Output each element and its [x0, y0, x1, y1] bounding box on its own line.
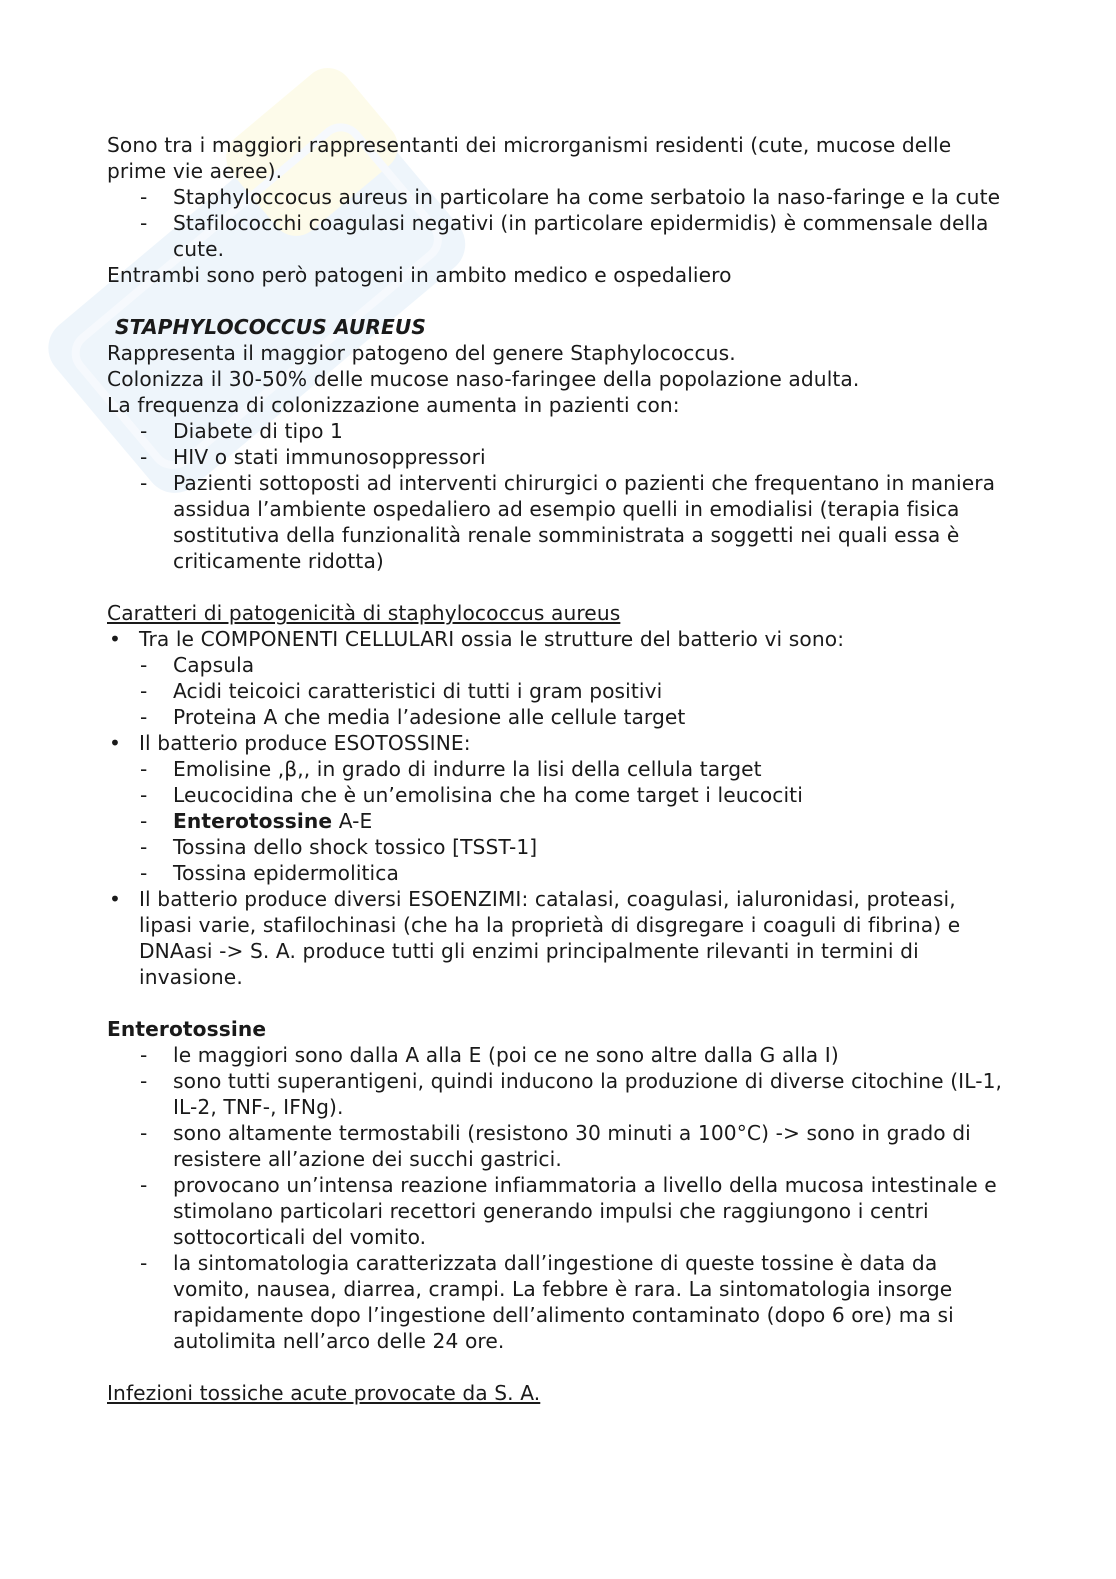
- list-item: - Capsula: [139, 652, 1012, 678]
- list-item: - HIV o stati immunosoppressori: [107, 444, 1012, 470]
- list-item: - Emolisine ,β,, in grado di indurre la lisi della cellula target: [139, 756, 1012, 782]
- list-item: - provocano un’intensa reazione infiammatoria a livello della mucosa intestinale e stimolano particolari recettori generando impulsi che raggiungono i centri sottocorticali del vomito.: [107, 1172, 1012, 1250]
- enterotossine-bold: Enterotossine: [173, 809, 333, 833]
- list-item: - Stafilococchi coagulasi negativi (in particolare epidermidis) è commensale della cute.: [107, 210, 1012, 262]
- list-item: - le maggiori sono dalla A alla E (poi ce ne sono altre dalla G alla I): [107, 1042, 1012, 1068]
- enterotossine-rest: A-E: [332, 809, 373, 833]
- list-item: - Tossina epidermolitica: [139, 860, 1012, 886]
- bullet-item: [107, 886, 1012, 990]
- paragraph-line: La frequenza di colonizzazione aumenta in pazienti con:: [107, 393, 680, 417]
- intro-conclusion: Entrambi sono però patogeni in ambito medico e ospedaliero: [107, 263, 732, 287]
- document-body: [107, 132, 1012, 1406]
- heading-infezioni: Infezioni tossiche acute provocate da S. A.: [107, 1381, 541, 1405]
- sub-list: [139, 652, 1012, 730]
- list-item: - Diabete di tipo 1: [107, 418, 1012, 444]
- bullet-item: [107, 730, 1012, 886]
- list-item: - Pazienti sottoposti ad interventi chirurgici o pazienti che frequentano in maniera assidua l’ambiente ospedaliero ad esempio quelli in emodialisi (terapia fisica sostitutiva della funzionalità renale somministrata a soggetti nei quali essa è criticamente ridotta): [107, 470, 1012, 574]
- risk-list: [107, 418, 1012, 574]
- list-item: - la sintomatologia caratterizzata dall’ingestione di queste tossine è data da vomito, nausea, diarrea, crampi. La febbre è rara. La sintomatologia insorge rapidamente dopo l’ingestione dell’alimento contaminato (dopo 6 ore) ma si autolimita nell’arco delle 24 ore.: [107, 1250, 1012, 1354]
- list-item: - Proteina A che media l’adesione alle cellule target: [139, 704, 1012, 730]
- enterotossine-list: [107, 1042, 1012, 1354]
- list-item: - Leucocidina che è un’emolisina che ha come target i leucociti: [139, 782, 1012, 808]
- intro-list: [107, 184, 1012, 262]
- sub-list: [139, 756, 1012, 886]
- heading-pathogenicity: Caratteri di patogenicità di staphylococcus aureus: [107, 601, 621, 625]
- bullet-text: Il batterio produce ESOTOSSINE:: [139, 731, 471, 755]
- section-title-staphylococcus: STAPHYLOCOCCUS AUREUS: [115, 315, 427, 339]
- list-item: [139, 808, 1012, 834]
- list-item: - sono tutti superantigeni, quindi inducono la produzione di diverse citochine (IL-1, IL-2, TNF-, IFNg).: [107, 1068, 1012, 1120]
- pathogenicity-list: [107, 626, 1012, 990]
- list-item: - sono altamente termostabili (resistono 30 minuti a 100°C) -> sono in grado di resistere all’azione dei succhi gastrici.: [107, 1120, 1012, 1172]
- bullet-text: Tra le COMPONENTI CELLULARI ossia le strutture del batterio vi sono:: [139, 627, 845, 651]
- paragraph-line: Colonizza il 30-50% delle mucose naso-faringee della popolazione adulta.: [107, 367, 860, 391]
- list-item: - Tossina dello shock tossico [TSST-1]: [139, 834, 1012, 860]
- list-item: - Staphyloccocus aureus in particolare ha come serbatoio la naso-faringe e la cute: [107, 184, 1012, 210]
- list-item: - Acidi teicoici caratteristici di tutti i gram positivi: [139, 678, 1012, 704]
- intro-paragraph: Sono tra i maggiori rappresentanti dei microrganismi residenti (cute, mucose delle prime vie aeree).: [107, 133, 952, 183]
- paragraph-line: Rappresenta il maggior patogeno del genere Staphylococcus.: [107, 341, 736, 365]
- heading-enterotossine: Enterotossine: [107, 1017, 267, 1041]
- bullet-item: [107, 626, 1012, 730]
- bullet-text: Il batterio produce diversi ESOENZIMI: catalasi, coagulasi, ialuronidasi, proteasi, lipasi varie, stafilochinasi (che ha la proprietà di disgregare i coaguli di fibrina) e DNAasi -> S. A. produce tutti gli enzimi principalmente rilevanti in termini di invasione.: [139, 887, 961, 989]
